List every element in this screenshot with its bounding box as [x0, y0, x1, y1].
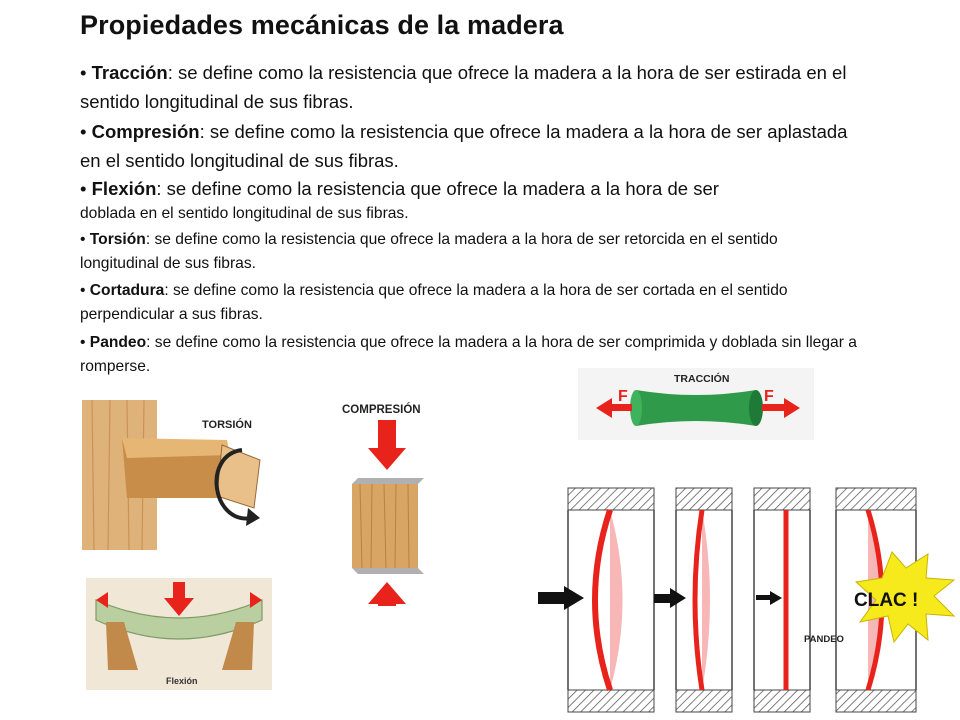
bullet-icon: • [80, 62, 92, 83]
traccion-figure [578, 368, 814, 440]
def-compresion: : se define como la resistencia que ofrece la madera a la hora de ser aplastada en el sentido longitudinal de sus fibras. [80, 121, 848, 171]
term-compresion: Compresión [91, 121, 200, 142]
paragraph-traccion [80, 58, 858, 116]
column-2 [654, 488, 732, 712]
bullet-icon: • [80, 231, 90, 248]
flexion-figure [86, 578, 272, 690]
compresion-figure [338, 398, 438, 606]
load-arrow-small-icon [770, 591, 782, 605]
column-3 [754, 488, 810, 712]
green-tube [636, 390, 756, 426]
pandeo-figure [530, 482, 958, 718]
paragraph-compresion [80, 117, 858, 175]
bullet-icon: • [80, 282, 90, 299]
def-flexion-line2: doblada en el sentido longitudinal de sus fibras. [80, 205, 409, 222]
term-pandeo: Pandeo [89, 334, 147, 351]
flexion-label: Flexión [166, 676, 198, 686]
column-1 [538, 488, 654, 712]
compresion-label: COMPRESIÓN [342, 404, 421, 416]
force-arrow-top-icon [378, 420, 396, 450]
page-title: Propiedades mecánicas de la madera [80, 10, 564, 40]
torsion-label: TORSIÓN [202, 419, 252, 431]
paragraph-cortadura [80, 279, 858, 327]
term-flexion: Flexión [91, 178, 157, 199]
paragraph-flexion [80, 175, 858, 202]
term-cortadura: Cortadura [89, 282, 165, 299]
def-torsion: : se define como la resistencia que ofrece la madera a la hora de ser retorcida en el sentido longitudinal de sus fibras. [80, 231, 778, 272]
traccion-label: TRACCIÓN [674, 373, 730, 385]
clac-label: CLAC ! [854, 590, 919, 611]
def-flexion-line1: : se define como la resistencia que ofrece la madera a la hora de ser [156, 178, 719, 199]
bullet-icon: • [80, 121, 92, 142]
paragraph-torsion [80, 228, 858, 276]
force-label-right: F [764, 388, 774, 405]
def-pandeo: : se define como la resistencia que ofrece la madera a la hora de ser comprimida y doblada sin llegar a romperse. [80, 334, 857, 375]
load-arrow-large-icon [564, 586, 584, 610]
bullet-icon: • [80, 178, 92, 199]
pandeo-label: PANDEO [804, 634, 844, 645]
force-label-left: F [618, 388, 628, 405]
def-traccion: : se define como la resistencia que ofrece la madera a la hora de ser estirada en el sentido longitudinal de sus fibras. [80, 62, 847, 112]
term-torsion: Torsión [89, 231, 146, 248]
bullet-icon: • [80, 334, 90, 351]
term-traccion: Tracción [91, 62, 168, 83]
def-cortadura: : se define como la resistencia que ofrece la madera a la hora de ser cortada en el sentido perpendicular a sus fibras. [80, 282, 788, 323]
torsion-figure [82, 400, 290, 550]
load-arrow-medium-icon [670, 588, 686, 608]
